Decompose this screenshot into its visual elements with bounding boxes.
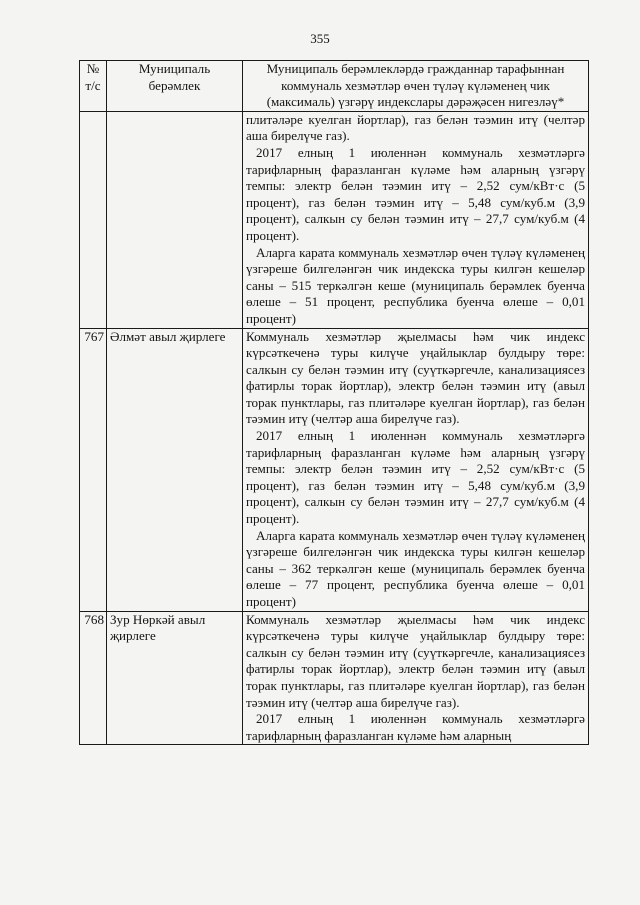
description-paragraph: Аларга карата коммуналь хезмәтләр өчен түләү күләменең үзгәреше билгеләнгән чик индекска туры килгән кешеләр саны – 362 теркәлгән кеше (муниципаль берәмлек буенча өлеше – 77 процент, республика буенча өлеше – 0,01 процент) [246, 527, 585, 609]
description-cell [243, 328, 589, 611]
municipality-name: Әлмәт авыл җирлеге [107, 328, 243, 611]
municipality-name: Зур Нөркәй авыл җирлеге [107, 611, 243, 745]
table-row [80, 611, 589, 745]
table-row [80, 328, 589, 611]
description-paragraph: 2017 елның 1 июленнән коммуналь хезмәтләргә тарифларның фаразланган күләме һәм аларның үзгәрү темпы: электр белән тәэмин итү – 2,52 сум/кВт·с (5 процент), газ белән тәэмин итү – 5,48 сум/куб.м (3,9 процент), салкын су белән тәэмин итү – 27,7 сум/куб.м (4 процент). [246, 144, 585, 243]
tariff-table [79, 60, 589, 745]
page-number: 355 [310, 31, 330, 46]
header-num: № т/с [80, 61, 107, 112]
municipality-name [107, 111, 243, 328]
description-paragraph: 2017 елның 1 июленнән коммуналь хезмәтләргә тарифларның фаразланган күләме һәм аларның [246, 711, 585, 743]
description-paragraph: 2017 елның 1 июленнән коммуналь хезмәтләргә тарифларның фаразланган күләме һәм аларның үзгәрү темпы: электр белән тәэмин итү – 2,52 сум/кВт·с (5 процент), газ белән тәэмин итү – 5,48 сум/куб.м (3,9 процент), салкын су белән тәэмин итү – 27,7 сум/куб.м (4 процент). [246, 428, 585, 527]
table-header-row [80, 61, 589, 112]
description-paragraph: Коммуналь хезмәтләр җыелмасы һәм чик индекс күрсәткеченә туры килүче уңайлыклар булдыру төре: салкын су белән тәэмин итү (суүткәргечле, канализациясез фатирлы торак йортлар), электр белән тәэмин итү (авыл торак пунктлары, газ плитәләре куелган йортлар), газ белән тәэмин итү (челтәр аша бирелүче газ). [246, 328, 585, 427]
table-row [80, 111, 589, 328]
row-number [80, 111, 107, 328]
description-cell [243, 111, 589, 328]
row-number: 767 [80, 328, 107, 611]
row-number: 768 [80, 611, 107, 745]
description-paragraph: плитәләре куелган йортлар), газ белән тәэмин итү (челтәр аша бирелүче газ). [246, 111, 585, 144]
header-description: Муниципаль берәмлекләрдә гражданнар тарафыннан коммуналь хезмәтләр өчен түләү күләменең чик (максималь) үзгәрү индекслары дәрәҗәсен нигезләү* [243, 61, 589, 112]
description-paragraph: Аларга карата коммуналь хезмәтләр өчен түләү күләменең үзгәреше билгеләнгән чик индекска туры килгән кешеләр саны – 515 теркәлгән кеше (муниципаль берәмлек буенча өлеше – 51 процент, республика буенча өлеше – 0,01 процент) [246, 244, 585, 326]
header-municipality: Муниципаль берәмлек [107, 61, 243, 112]
description-paragraph: Коммуналь хезмәтләр җыелмасы һәм чик индекс күрсәткеченә туры килүче уңайлыклар булдыру төре: салкын су белән тәэмин итү (суүткәргечле, канализациясез фатирлы торак йортлар), электр белән тәэмин итү (авыл торак пунктлары, газ плитәләре куелган йортлар), газ белән тәэмин итү (челтәр аша бирелүче газ). [246, 611, 585, 710]
description-cell [243, 611, 589, 745]
